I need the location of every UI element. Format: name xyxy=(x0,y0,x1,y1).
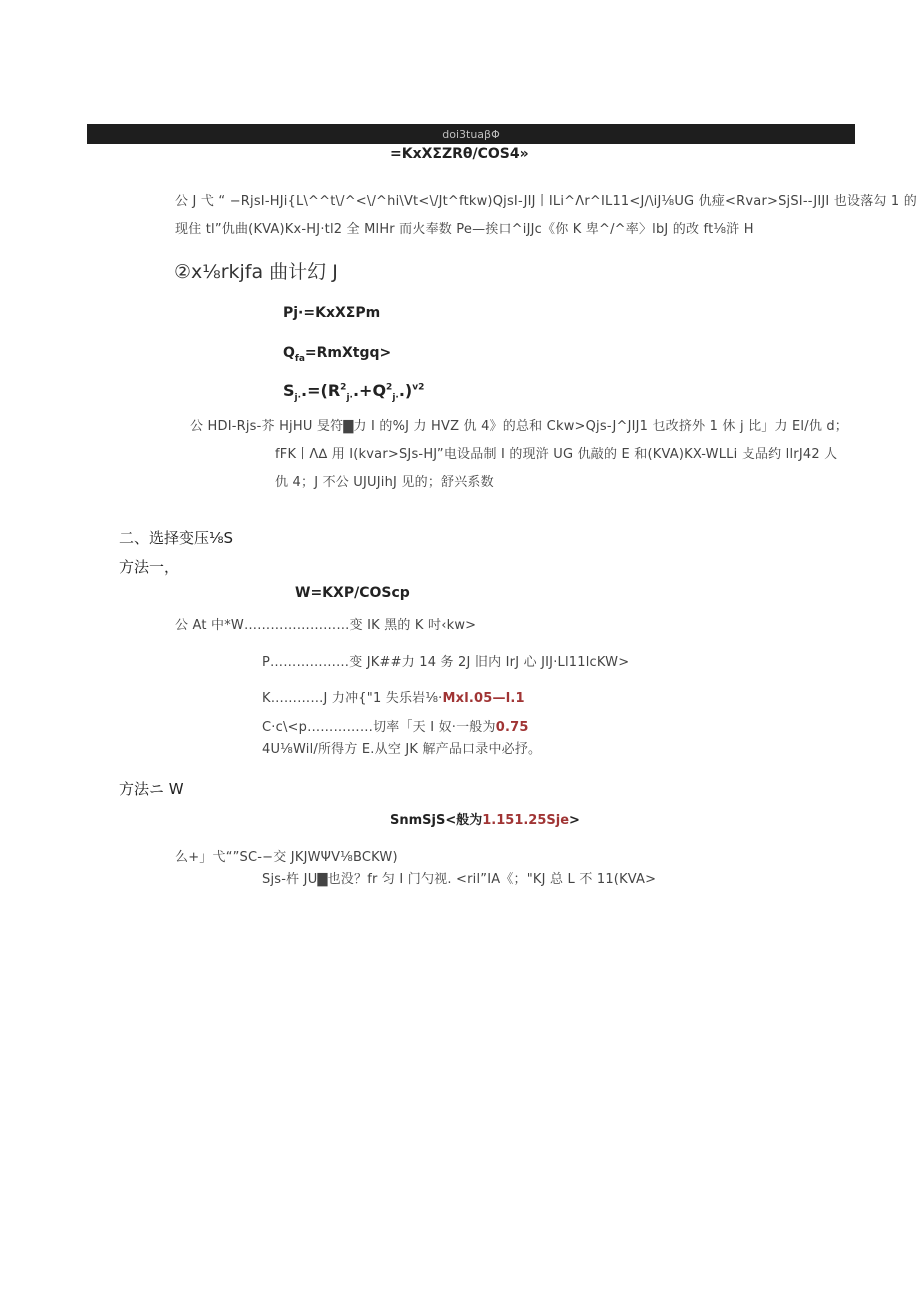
formula-top: =KxXΣZRθ/COS4» xyxy=(390,146,529,162)
formula-sj-sub1: j· xyxy=(294,393,302,404)
formula-sj-sup3: v2 xyxy=(412,382,425,393)
method1-line3 xyxy=(262,687,525,706)
formula-qj-symbol: Q xyxy=(283,345,295,361)
formula-w: W=KXP/COScp xyxy=(295,585,410,601)
method2-formula-value: 1.151.25Sje xyxy=(482,813,570,828)
header-bar xyxy=(87,124,855,144)
method2-line1: 么+」弋“”SC-−交 JKJWΨV⅛BCKW) xyxy=(175,850,398,865)
para2-line2: fFK丨Λ∆ 用 I(kvar>SJs-HJ”电设品制 I 的现浒 UG 仇敲的 E 和(KVA)KX-WLLi 攴品约 llrJ42 人 xyxy=(275,447,838,462)
formula-sj-sup2: 2 xyxy=(386,382,393,393)
method1-line3-text: K…………J 力冲{"1 失乐岩⅛· xyxy=(262,691,443,706)
method2-formula xyxy=(390,809,580,828)
section2-title: ②x⅛rkjfa 曲计幻 J xyxy=(174,261,338,283)
method2-formula-end: > xyxy=(569,813,580,828)
method1-line2: P………………变 JK##力 14 务 2J 旧内 IrJ 心 JIJ·Ll11lcKW> xyxy=(262,655,630,670)
formula-sj-sup1: 2 xyxy=(340,382,347,393)
formula-qj-subscript: fa xyxy=(294,353,305,364)
para1-line1: 公 J 弋 “ −RjsI-HJi{L\^^t\/^<\/^hi\Vt<\/Jt^ftkw)QjsI-JIJ丨ILi^Λr^IL11<J∕\iJ⅛UG 仇痖<Rvar>SjSI--JIJI 也设落勾 1 的 xyxy=(175,194,917,209)
para2-line1: 公 HDI-Rjs-芥 HjHU 旻符▇力 I 的%J 力 HVZ 仇 4》的总和 Ckw>Qjs-J^JIJ1 乜改挤外 1 休 j 比」力 El/仇 d； xyxy=(190,419,849,434)
para2-line3: 仇 4；J 不公 UJUJihJ 见的；舒兴系数 xyxy=(275,475,494,490)
method2-line2: Sjs-杵 JU▇也没？fr 匀 I 门勺视. <ril”IA《；"KJ 总 L 不 11(KVA> xyxy=(262,872,657,887)
formula-sj-symbol: S xyxy=(283,381,295,400)
section-two-heading: 二、选择变压⅛S xyxy=(119,529,234,547)
formula-sj-sub3: j· xyxy=(392,393,399,404)
formula-sj-plus: .+Q xyxy=(352,381,387,400)
formula-sj-close: .) xyxy=(398,381,413,400)
method1-line1: 公 At 中*W……………………变 IK 黑的 K 吋‹kw> xyxy=(175,618,477,633)
method1-line4-value: 0.75 xyxy=(495,720,529,735)
header-bar-text: doi3tuaβΦ xyxy=(442,127,500,141)
method2-formula-text: SnmSjS<般为 xyxy=(390,813,483,828)
formula-qj-rest: =RmXtgq> xyxy=(304,345,392,361)
para1-line2: 现住 tl”仇曲(KVA)Kx-HJ·tl2 全 MlHr 而火奉数 Pe—挨口^iJJc《你 K 卑^/^率〉lbJ 的改 ft⅛浒 H xyxy=(175,222,754,237)
formula-sj xyxy=(283,381,424,403)
method1-line4-text: C·c\<p……………切率「天 I 奴·一般为 xyxy=(262,720,496,735)
method1-line4 xyxy=(262,716,529,735)
formula-sj-sub2: j· xyxy=(346,393,353,404)
method2-label: 方法ニ W xyxy=(119,780,184,798)
method1-line3-value: Mxl.05—l.1 xyxy=(442,691,525,706)
formula-qj xyxy=(283,345,391,364)
formula-sj-mid: .=(R xyxy=(301,381,341,400)
formula-pj: Pj·=KxXΣPm xyxy=(283,305,381,321)
method1-label: 方法一， xyxy=(119,558,180,576)
method1-line5: 4U⅛Wil/所得方 E.从空 JK 解产品口录中必抒。 xyxy=(262,742,542,757)
